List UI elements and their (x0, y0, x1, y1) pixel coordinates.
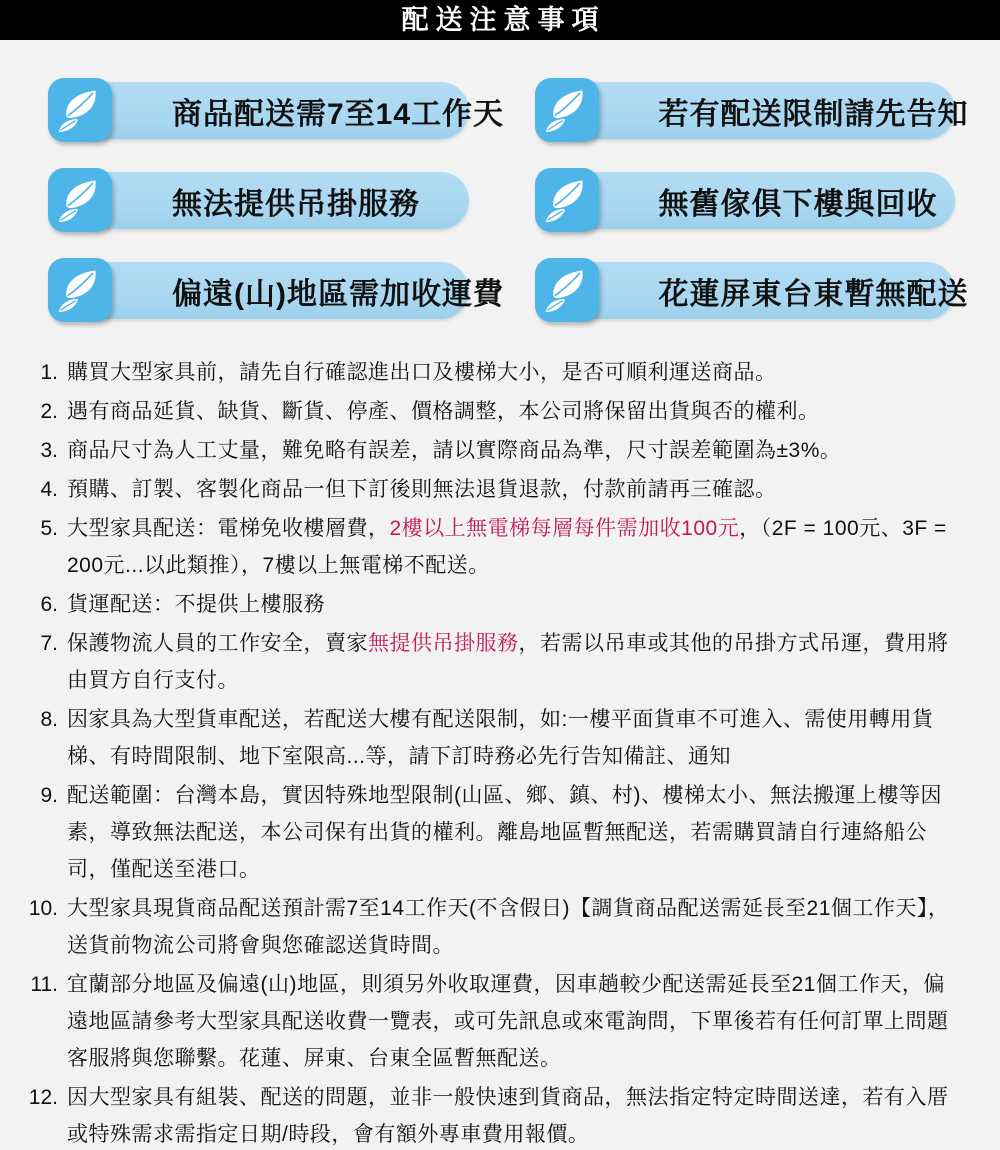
note-text: 因家具為大型貨車配送，若配送大樓有配送限制，如:一樓平面貨車不可進入、需使用轉用貨梯、有時間限制、地下室限高...等，請下訂時務必先行告知備註、通知 (67, 708, 934, 768)
note-text: 配送範圍：台灣本島，實因特殊地型限制(山區、鄉、鎮、村)、樓梯太小、無法搬運上樓等因素，導致無法配送，本公司保有出貨的權利。離島地區暫無配送，若需購買請自行連絡船公司，僅配送至港口。 (67, 784, 942, 881)
note-item (18, 701, 962, 775)
delivery-badge (48, 78, 505, 142)
note-number: 7. (40, 632, 58, 655)
delivery-badge (48, 168, 469, 232)
leaf-icon (48, 168, 112, 232)
note-item (18, 586, 962, 623)
note-item (18, 432, 962, 469)
leaf-icon (48, 258, 112, 322)
note-number: 10. (28, 897, 58, 920)
badge-pill (62, 262, 504, 319)
leaf-icon (535, 168, 599, 232)
note-item (18, 471, 962, 508)
badge-label: 無舊傢俱下樓與回收 (658, 187, 938, 221)
note-text: 大型家具配送：電梯免收樓層費，2樓以上無電梯每層每件需加收100元，（2F = 100元、3F = 200元...以此類推），7樓以上無電梯不配送。 (67, 517, 947, 577)
note-text: 保護物流人員的工作安全，賣家無提供吊掛服務，若需以吊車或其他的吊掛方式吊運，費用將由買方自行支付。 (67, 632, 949, 692)
page-header (0, 0, 1000, 40)
note-text: 因大型家具有組裝、配送的問題，並非一般快速到貨商品，無法指定特定時間送達，若有入厝或特殊需求需指定日期/時段，會有額外專車費用報價。 (67, 1086, 949, 1146)
leaf-icon (535, 78, 599, 142)
badge-pill (62, 82, 505, 139)
badge-label: 偏遠(山)地區需加收運費 (172, 277, 504, 311)
leaf-icon (535, 258, 599, 322)
note-item (18, 625, 962, 699)
badge-label: 無法提供吊掛服務 (172, 187, 420, 221)
delivery-badge (535, 168, 956, 232)
note-text: 宜蘭部分地區及偏遠(山)地區，則須另外收取運費，因車趟較少配送需延長至21個工作天，偏遠地區請參考大型家具配送收費一覽表，或可先訊息或來電詢問，下單後若有任何訂單上問題客服將與您聯繫。花蓮、屏東、台東全區暫無配送。 (67, 973, 949, 1070)
note-item (18, 966, 962, 1077)
note-text: 商品尺寸為人工丈量，難免略有誤差，請以實際商品為準，尺寸誤差範圍為±3%。 (67, 439, 842, 462)
note-item (18, 510, 962, 584)
badge-label: 花蓮屏東台東暫無配送 (658, 277, 969, 311)
badge-label: 商品配送需7至14工作天 (172, 97, 505, 131)
badge-pill (549, 82, 969, 139)
note-item (18, 777, 962, 888)
notes-list (18, 354, 962, 1150)
badge-pill (62, 172, 469, 229)
note-text: 貨運配送：不提供上樓服務 (67, 593, 325, 616)
note-number: 12. (28, 1086, 58, 1109)
note-number: 1. (40, 361, 58, 384)
delivery-badge (535, 78, 969, 142)
delivery-badge (535, 258, 969, 322)
note-item (18, 354, 962, 391)
note-number: 11. (30, 973, 58, 996)
note-text: 預購、訂製、客製化商品一但下訂後則無法退貨退款，付款前請再三確認。 (67, 478, 777, 501)
badge-label: 若有配送限制請先告知 (658, 97, 969, 131)
note-item (18, 890, 962, 964)
note-number: 5. (40, 517, 58, 540)
note-item (18, 1079, 962, 1150)
note-number: 8. (40, 708, 58, 731)
note-number: 6. (40, 593, 58, 616)
note-number: 3. (40, 439, 58, 462)
note-number: 2. (40, 400, 58, 423)
badge-grid (48, 78, 969, 322)
note-text: 遇有商品延貨、缺貨、斷貨、停產、價格調整，本公司將保留出貨與否的權利。 (67, 400, 820, 423)
page-title: 配送注意事項 (401, 4, 606, 35)
note-text: 大型家具現貨商品配送預計需7至14工作天(不含假日)【調貨商品配送需延長至21個工作天】，送貨前物流公司將會與您確認送貨時間。 (67, 897, 950, 957)
delivery-badge (48, 258, 504, 322)
note-text: 購買大型家具前，請先自行確認進出口及樓梯大小，是否可順利運送商品。 (67, 361, 777, 384)
note-number: 4. (40, 478, 58, 501)
badge-pill (549, 172, 956, 229)
note-item (18, 393, 962, 430)
note-number: 9. (40, 784, 58, 807)
badge-pill (549, 262, 969, 319)
leaf-icon (48, 78, 112, 142)
